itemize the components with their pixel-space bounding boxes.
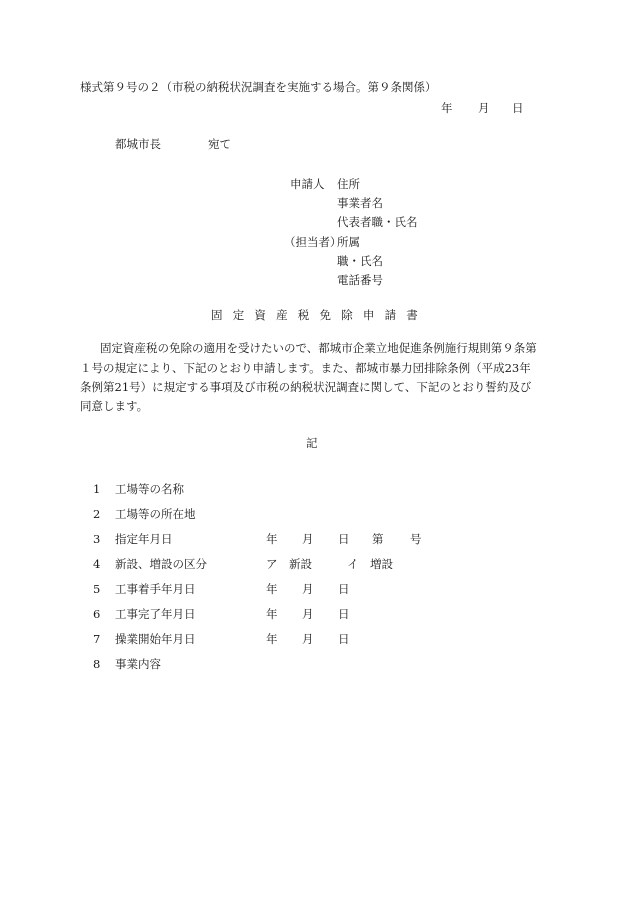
body-line-2: １号の規定により、下記のとおり申請します。また、都城市暴力団排除条例（平成23年 (80, 361, 531, 375)
item-label-2: 工場等の所在地 (115, 507, 196, 521)
item-num-6: 6 (93, 607, 101, 621)
applicant-address: 住所 (337, 177, 360, 191)
contact-department: 所属 (337, 235, 360, 249)
item-label-3: 指定年月日 (115, 532, 173, 546)
contact-phone: 電話番号 (337, 273, 383, 287)
contact-label: （担当者） (284, 235, 342, 249)
item-label-7: 操業開始年月日 (115, 632, 196, 646)
item-5-day: 日 (338, 582, 350, 596)
document-title: 固定資産税免除申請書 (211, 308, 428, 322)
item-6-month: 月 (302, 607, 314, 621)
applicant-representative: 代表者職・氏名 (337, 215, 418, 229)
item-num-1: 1 (93, 482, 101, 496)
item-5-year: 年 (266, 582, 278, 596)
body-line-3: 条例第21号）に規定する事項及び市税の納税状況調査に関して、下記のとおり誓約及び (80, 380, 532, 394)
item-6-year: 年 (266, 607, 278, 621)
item-num-7: 7 (93, 632, 101, 646)
item-label-8: 事業内容 (115, 657, 161, 671)
item-6-day: 日 (338, 607, 350, 621)
item-num-2: 2 (93, 507, 101, 521)
ki-heading: 記 (306, 436, 318, 450)
body-line-4: 同意します。 (80, 399, 149, 413)
contact-title-name: 職・氏名 (337, 254, 383, 268)
item-num-4: 4 (93, 557, 101, 571)
item-4-option-b: イ 増設 (347, 557, 393, 571)
item-num-5: 5 (93, 582, 101, 596)
item-5-month: 月 (302, 582, 314, 596)
item-3-go: 号 (410, 532, 422, 546)
item-3-year: 年 (266, 532, 278, 546)
applicant-business-name: 事業者名 (337, 196, 383, 210)
date-month: 月 (478, 101, 490, 115)
item-3-dai: 第 (372, 532, 384, 546)
item-label-4: 新設、増設の区分 (115, 557, 207, 571)
body-line-1: 固定資産税の免除の適用を受けたいので、都城市企業立地促進条例施行規則第９条第 (100, 341, 537, 355)
item-label-1: 工場等の名称 (115, 482, 184, 496)
form-header: 様式第９号の２（市税の納税状況調査を実施する場合。第９条関係） (80, 80, 437, 94)
item-label-6: 工事完了年月日 (115, 607, 196, 621)
date-day: 日 (512, 101, 524, 115)
item-3-month: 月 (302, 532, 314, 546)
addressee-mayor: 都城市長 (115, 137, 161, 151)
item-num-3: 3 (93, 532, 101, 546)
item-7-month: 月 (302, 632, 314, 646)
item-7-year: 年 (266, 632, 278, 646)
item-num-8: 8 (93, 657, 101, 671)
item-7-day: 日 (338, 632, 350, 646)
date-year: 年 (441, 101, 453, 115)
item-label-5: 工事着手年月日 (115, 582, 196, 596)
addressee-suffix: 宛て (208, 137, 231, 151)
applicant-label: 申請人 (290, 177, 325, 191)
item-3-day: 日 (338, 532, 350, 546)
item-4-option-a: ア 新設 (266, 557, 312, 571)
